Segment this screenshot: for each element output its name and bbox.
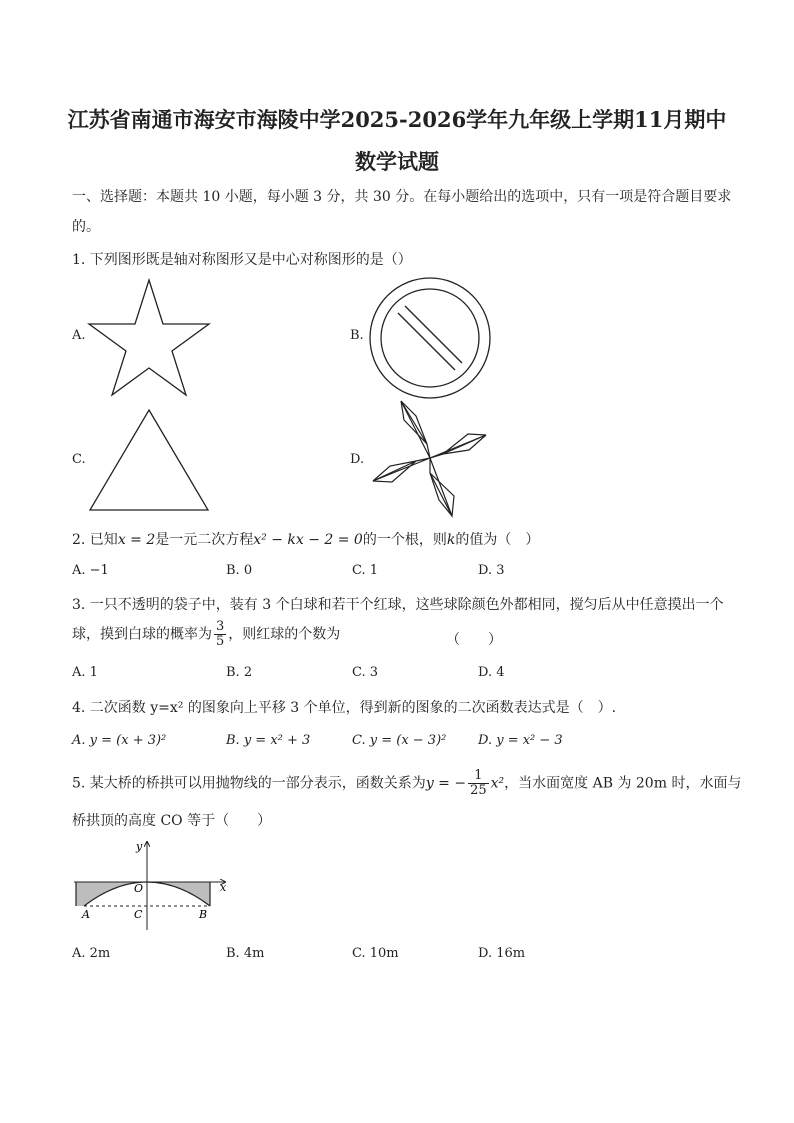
page-subtitle: 数学试题 bbox=[355, 149, 439, 174]
q2-option-a: A. −1 bbox=[72, 563, 109, 578]
q2-stem-post: 的一个根，则 bbox=[362, 532, 447, 548]
q1-stem: 1. 下列图形既是轴对称图形又是中心对称图形的是（） bbox=[72, 252, 412, 268]
q4-option-d: D. y = x² − 3 bbox=[478, 733, 563, 748]
q1-option-d-label: D. bbox=[350, 452, 365, 467]
q5-stem-line1 bbox=[72, 769, 741, 798]
q5-fraction-den: 25 bbox=[470, 783, 487, 798]
q3-stem-post: ，则红球的个数为 bbox=[228, 626, 341, 643]
section-instructions: 一、选择题：本题共 10 小题，每小题 3 分，共 30 分。在每小题给出的选项中，只有一项是符合题目要求 bbox=[72, 189, 732, 205]
q4-option-a: A. y = (x + 3)² bbox=[72, 733, 167, 748]
q2-option-d: D. 3 bbox=[478, 563, 505, 578]
q3-option-d: D. 4 bbox=[478, 665, 505, 680]
q5-option-b: B. 4m bbox=[226, 946, 265, 961]
q3-stem-pre: 球，摸到白球的概率为 bbox=[72, 626, 212, 643]
q2-condition: x = 2 bbox=[117, 532, 156, 548]
star-figure bbox=[88, 278, 210, 398]
q5-option-a: A. 2m bbox=[72, 946, 111, 961]
section-instructions-cont: 的。 bbox=[72, 219, 100, 235]
q2-stem-pre: 2. 已知 bbox=[72, 532, 118, 548]
bridge-arch-graph bbox=[70, 838, 235, 933]
q3-option-a: A. 1 bbox=[72, 665, 98, 680]
graph-label-a: A bbox=[82, 908, 90, 921]
q5-stem-pre: 5. 某大桥的桥拱可以用抛物线的一部分表示，函数关系为 bbox=[72, 775, 426, 792]
graph-label-x: x bbox=[220, 881, 227, 894]
q2-variable: k bbox=[446, 532, 456, 548]
pinwheel-figure bbox=[368, 398, 492, 520]
q3-fraction bbox=[214, 620, 226, 649]
prohibition-sign-figure bbox=[368, 276, 492, 400]
q5-stem-post: ，当水面宽度 AB 为 20m 时，水面与 bbox=[504, 775, 742, 792]
q1-option-c-label: C. bbox=[72, 452, 86, 467]
graph-label-b: B bbox=[199, 908, 208, 921]
q4-option-c: C. y = (x − 3)² bbox=[352, 733, 447, 748]
q3-option-c: C. 3 bbox=[352, 665, 379, 680]
graph-label-y: y bbox=[136, 840, 143, 853]
q2-stem-mid: 是一元二次方程 bbox=[155, 532, 254, 548]
q2-option-c: C. 1 bbox=[352, 563, 379, 578]
graph-label-o: O bbox=[134, 882, 144, 895]
q1-option-b-label: B. bbox=[350, 328, 364, 343]
q3-stem-line1: 3. 一只不透明的袋子中，装有 3 个白球和若干个红球，这些球除颜色外都相同，搅匀后从中任意摸出一个 bbox=[72, 597, 724, 613]
q5-function: y = − bbox=[425, 775, 467, 792]
q3-fraction-den: 5 bbox=[216, 634, 225, 649]
q5-fraction-num: 1 bbox=[468, 769, 489, 784]
q3-option-b: B. 2 bbox=[226, 665, 253, 680]
q3-stem-line2 bbox=[72, 620, 340, 649]
q4-stem: 4. 二次函数 y=x² 的图象向上平移 3 个单位，得到新的图象的二次函数表达式是（ ）. bbox=[72, 700, 617, 716]
q5-function-tail: x² bbox=[490, 775, 505, 792]
page-title: 江苏省南通市海安市海陵中学2025-2026学年九年级上学期11月期中 bbox=[67, 107, 727, 132]
q2-stem bbox=[72, 529, 539, 549]
q5-stem-line2: 桥拱顶的高度 CO 等于（ ） bbox=[72, 813, 272, 829]
triangle-figure bbox=[88, 408, 210, 512]
q2-stem-end: 的值为（ ） bbox=[455, 532, 540, 548]
q2-equation: x² − kx − 2 = 0 bbox=[253, 532, 363, 548]
q5-option-d: D. 16m bbox=[478, 946, 526, 961]
q5-option-c: C. 10m bbox=[352, 946, 399, 961]
q2-option-b: B. 0 bbox=[226, 563, 253, 578]
q3-fraction-num: 3 bbox=[216, 619, 225, 634]
q4-option-b: B. y = x² + 3 bbox=[226, 733, 311, 748]
q3-answer-paren: （ ） bbox=[446, 632, 502, 648]
q1-option-a-label: A. bbox=[72, 328, 86, 343]
graph-label-c: C bbox=[134, 908, 143, 921]
q5-fraction bbox=[468, 769, 489, 798]
